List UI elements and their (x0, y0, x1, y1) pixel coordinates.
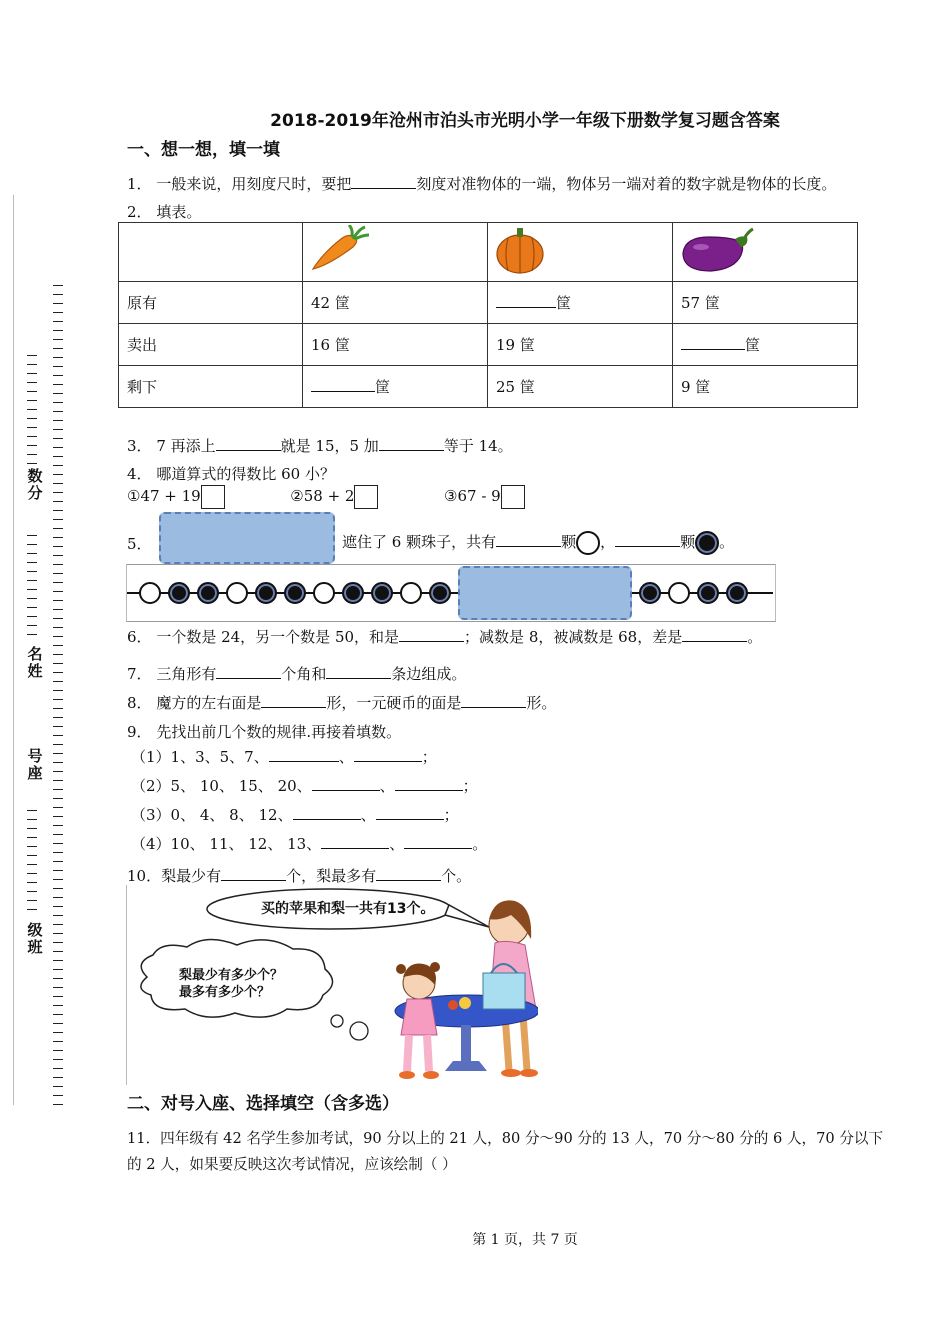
sidebar-label-score: 数分 (27, 467, 43, 502)
answer-blank[interactable] (395, 776, 463, 791)
question-number: 2． (127, 203, 152, 221)
sequence-row (131, 775, 478, 796)
answer-blank[interactable] (216, 664, 281, 679)
question-text: 形，一元硬币的面是 (326, 694, 462, 712)
separator: 、 (379, 777, 395, 795)
answer-blank[interactable] (354, 747, 422, 762)
separator: 、 (389, 835, 405, 853)
sequence-prefix: （1）1、3、5、7、 (131, 748, 269, 766)
solid-bead-icon (197, 582, 219, 604)
table-cell: 57 筐 (673, 282, 858, 324)
answer-blank[interactable] (461, 693, 526, 708)
answer-blank[interactable] (269, 747, 339, 762)
question-text: 梨最少有 (161, 867, 222, 885)
section-heading-2: 二、对号入座、选择填空（含多选） (127, 1094, 399, 1114)
pumpkin-icon (494, 224, 546, 276)
answer-blank[interactable] (615, 532, 680, 547)
separator: 、 (360, 806, 376, 824)
answer-blank[interactable] (496, 293, 556, 308)
table-cell: 16 筐 (303, 324, 488, 366)
question-11-line-2: 的 2 人，如果要反映这次考试情况，应该绘制（ ） (127, 1156, 457, 1173)
table-header-cell (488, 223, 673, 282)
table-row (119, 324, 858, 366)
answer-blank[interactable] (376, 866, 441, 881)
open-bead-icon (313, 582, 335, 604)
bead-row (139, 577, 748, 609)
question-text: 就是 15，5 加 (280, 437, 379, 455)
separator: ； (443, 806, 459, 824)
table-cell: 25 筐 (488, 366, 673, 408)
separator: 。 (472, 835, 488, 853)
answer-blank[interactable] (311, 377, 375, 392)
answer-blank[interactable] (351, 174, 416, 189)
question-4 (127, 463, 335, 484)
sequence-prefix: （2）5、 10、 15、 20、 (131, 777, 312, 795)
question-number: 10． (127, 867, 162, 885)
thought-line-1: 梨最少有多少个？ (179, 968, 284, 983)
question-text: 个。 (441, 867, 472, 885)
table-cell (673, 324, 858, 366)
cover-card (159, 512, 335, 564)
question-text: 7 再添上 (156, 437, 216, 455)
answer-blank[interactable] (496, 532, 561, 547)
answer-blank[interactable] (321, 834, 389, 849)
table-corner-cell (119, 223, 303, 282)
question-text: 刻度对准物体的一端，物体另一端对着的数字就是物体的长度。 (416, 175, 837, 193)
answer-box[interactable] (354, 485, 378, 509)
question-text: 三角形有 (156, 665, 217, 683)
sidebar-dashes-inner-3 (27, 810, 37, 910)
question-9 (127, 721, 401, 742)
open-bead-icon (668, 582, 690, 604)
question-8 (127, 692, 556, 713)
thought-line-2: 最多有多少个？ (179, 985, 271, 1000)
answer-blank[interactable] (682, 627, 747, 642)
sequence-prefix: （4）10、 11、 12、 13、 (131, 835, 322, 853)
question-5 (342, 531, 734, 555)
table-cell: 19 筐 (488, 324, 673, 366)
separator: ； (421, 748, 437, 766)
question-number: 8． (127, 694, 152, 712)
table-header-row (119, 223, 858, 282)
solid-bead-icon (371, 582, 393, 604)
table-header-cell (303, 223, 488, 282)
solid-bead-icon (726, 582, 748, 604)
answer-blank[interactable] (216, 436, 281, 451)
option-c: ③67 - 9 (444, 487, 501, 505)
sequence-row (131, 833, 487, 854)
question-text: 颗 (680, 533, 696, 551)
question-text: 哪道算式的得数比 60 小？ (156, 465, 335, 483)
solid-bead-icon (695, 531, 719, 555)
solid-bead-icon (639, 582, 661, 604)
question-text: 颗 (561, 533, 577, 551)
table-row (119, 282, 858, 324)
separator: 、 (338, 748, 354, 766)
sequence-prefix: （3）0、 4、 8、 12、 (131, 806, 293, 824)
answer-blank[interactable] (681, 335, 745, 350)
question-number: 4． (127, 465, 152, 483)
question-number: 6． (127, 628, 152, 646)
sequence-row (131, 804, 459, 825)
question-2 (127, 201, 201, 222)
open-bead-icon (400, 582, 422, 604)
open-bead-icon (139, 582, 161, 604)
question-11-line-1: 11．四年级有 42 名学生参加考试，90 分以上的 21 人，80 分～90 分的 13 人，70 分～80 分的 6 人，70 分以下 (127, 1130, 884, 1147)
speech-bubble-text: 买的苹果和梨一共有13个。 (261, 901, 435, 917)
solid-bead-icon (255, 582, 277, 604)
question-text: 个角和 (281, 665, 327, 683)
table-cell: 9 筐 (673, 366, 858, 408)
solid-bead-icon (168, 582, 190, 604)
sidebar-left-border (13, 195, 14, 1105)
section-heading-1: 一、想一想，填一填 (127, 140, 280, 160)
table-cell (488, 282, 673, 324)
open-bead-icon (576, 531, 600, 555)
question-10 (127, 865, 471, 886)
sidebar-label-class: 级班 (27, 921, 43, 956)
sidebar-label-name: 名姓 (27, 645, 43, 680)
sidebar-dashes-inner-2 (27, 535, 37, 635)
carrot-icon (309, 225, 371, 275)
answer-blank[interactable] (261, 693, 326, 708)
answer-blank[interactable] (379, 436, 444, 451)
answer-blank[interactable] (312, 776, 380, 791)
table-row (119, 366, 858, 408)
solid-bead-icon (342, 582, 364, 604)
question-text: 一个数是 24，另一个数是 50，和是 (156, 628, 400, 646)
answer-blank[interactable] (293, 805, 361, 820)
page-title: 2018-2019年沧州市泊头市光明小学一年级下册数学复习题含答案 (270, 111, 780, 131)
table-cell: 42 筐 (303, 282, 488, 324)
separator: ； (462, 777, 478, 795)
question-5-number: 5． (127, 535, 152, 553)
table-row-label: 剩下 (119, 366, 303, 408)
table-cell-unit: 筐 (745, 336, 761, 354)
table-cell-unit: 筐 (556, 294, 572, 312)
question-text: 形。 (526, 694, 557, 712)
answer-blank[interactable] (376, 805, 444, 820)
table-cell (303, 366, 488, 408)
question-text: 一般来说，用刻度尺时，要把 (156, 175, 352, 193)
question-text: 填表。 (156, 203, 202, 221)
question-number: 1． (127, 175, 152, 193)
bead-string-frame (126, 564, 776, 622)
table-row-label: 卖出 (119, 324, 303, 366)
question-number: 3． (127, 437, 152, 455)
question-text: 。 (747, 628, 763, 646)
sidebar-dashes-inner (27, 355, 37, 465)
solid-bead-icon (697, 582, 719, 604)
answer-blank[interactable] (399, 627, 464, 642)
option-b: ②58 + 2 (290, 487, 355, 505)
question-text: 魔方的左右面是 (156, 694, 262, 712)
question-text: 等于 14。 (443, 437, 513, 455)
thought-bubble-text (179, 967, 283, 1001)
answer-blank[interactable] (221, 866, 286, 881)
question-text: 个，梨最多有 (286, 867, 377, 885)
eggplant-icon (679, 225, 755, 275)
question-text: ；减数是 8，被减数是 68，差是 (464, 628, 683, 646)
table-row-label: 原有 (119, 282, 303, 324)
question-6 (127, 626, 762, 647)
option-a: ①47 + 19 (127, 487, 201, 505)
open-bead-icon (226, 582, 248, 604)
bead-cover-card (458, 566, 632, 620)
answer-blank[interactable] (404, 834, 472, 849)
table-cell-unit: 筐 (375, 378, 391, 396)
question-text: 先找出前几个数的规律.再接着填数。 (156, 723, 402, 741)
question-1 (127, 173, 836, 194)
question-text: 。 (719, 533, 735, 551)
page-footer: 第 1 页，共 7 页 (472, 1232, 578, 1248)
answer-blank[interactable] (326, 664, 391, 679)
question-number: 9． (127, 723, 152, 741)
sidebar-label-seat: 号座 (27, 747, 43, 782)
solid-bead-icon (429, 582, 451, 604)
question-text: ， (600, 533, 616, 551)
question-number: 7． (127, 665, 152, 683)
answer-box[interactable] (501, 485, 525, 509)
question-7 (127, 663, 466, 684)
question-4-options (127, 485, 525, 509)
question-text: 遮住了 6 颗珠子，共有 (342, 533, 497, 551)
answer-box[interactable] (201, 485, 225, 509)
sequence-row (131, 746, 437, 767)
question-3 (127, 435, 513, 456)
question-text: 条边组成。 (391, 665, 467, 683)
table-header-cell (673, 223, 858, 282)
shopping-illustration (126, 885, 538, 1085)
solid-bead-icon (284, 582, 306, 604)
fill-table (118, 222, 858, 408)
sidebar-dashes-outer (53, 285, 63, 1110)
